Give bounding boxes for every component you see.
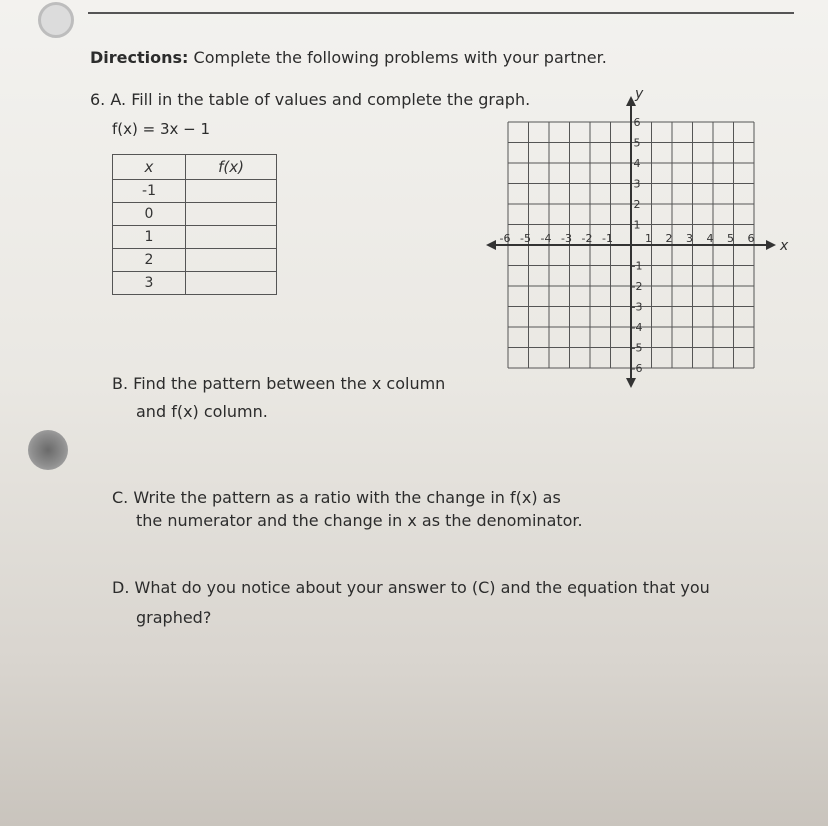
x-tick-label: -3 xyxy=(561,232,572,245)
x-tick-label: -4 xyxy=(540,232,552,245)
y-tick-label: -5 xyxy=(631,341,643,355)
table-header-fx: f(x) xyxy=(186,155,277,180)
question-c-line2: the numerator and the change in x as the denominator. xyxy=(136,511,583,530)
function-equation: f(x) = 3x − 1 xyxy=(112,120,211,138)
y-tick-label: -2 xyxy=(631,280,643,293)
y-axis-label: y xyxy=(635,88,644,102)
binder-hole-middle xyxy=(28,430,68,470)
x-axis-label: x xyxy=(780,238,789,254)
top-rule-line xyxy=(88,12,794,14)
table-of-values xyxy=(112,154,277,295)
x-tick-label: -1 xyxy=(602,232,613,245)
y-tick-label: 1 xyxy=(633,218,641,232)
x-tick-label: 5 xyxy=(727,232,734,245)
x-axis-arrow-right xyxy=(766,240,776,250)
table-cell-fx-blank[interactable] xyxy=(186,226,277,249)
question-d-line2: graphed? xyxy=(136,608,212,627)
x-tick-label: 2 xyxy=(665,232,673,245)
table-row xyxy=(113,226,277,249)
table-cell-x: 0 xyxy=(113,203,186,226)
table-cell-x: -1 xyxy=(113,180,186,203)
x-tick-label: -5 xyxy=(520,232,531,245)
y-tick-label: -3 xyxy=(631,300,643,314)
x-tick-label: 4 xyxy=(706,232,714,245)
question-b-line2: and f(x) column. xyxy=(136,402,268,421)
question-6a: 6. A. Fill in the table of values and complete the graph. xyxy=(90,90,531,109)
x-tick-label: -2 xyxy=(581,232,593,245)
directions xyxy=(90,48,607,67)
question-c-line1: C. Write the pattern as a ratio with the change in f(x) as xyxy=(112,488,561,507)
y-tick-label: 3 xyxy=(633,177,641,191)
question-d-line1: D. What do you notice about your answer to (C) and the equation that you xyxy=(112,578,710,597)
coordinate-grid[interactable] xyxy=(480,88,800,398)
directions-label: Directions: xyxy=(90,48,189,67)
y-tick-label: 4 xyxy=(633,157,641,170)
question-b-line1: B. Find the pattern between the x column xyxy=(112,374,446,393)
binder-hole-top xyxy=(38,2,74,38)
y-tick-label: 2 xyxy=(633,198,641,211)
y-tick-label: 5 xyxy=(633,136,641,150)
x-tick-label: 6 xyxy=(747,232,755,245)
table-header-row xyxy=(113,155,277,180)
x-axis-arrow-left xyxy=(486,240,496,250)
table-row xyxy=(113,203,277,226)
table-cell-fx-blank[interactable] xyxy=(186,249,277,272)
x-tick-label: 1 xyxy=(645,232,652,245)
x-tick-label: 3 xyxy=(686,232,693,245)
directions-text: Complete the following problems with your partner. xyxy=(188,48,607,67)
y-axis-arrow-down xyxy=(626,378,636,388)
table-cell-fx-blank[interactable] xyxy=(186,272,277,295)
y-tick-label: -1 xyxy=(631,259,643,273)
table-cell-x: 3 xyxy=(113,272,186,295)
table-cell-fx-blank[interactable] xyxy=(186,203,277,226)
y-tick-label: -4 xyxy=(631,321,643,334)
y-tick-label: 6 xyxy=(633,116,641,129)
table-cell-fx-blank[interactable] xyxy=(186,180,277,203)
tick-labels xyxy=(500,88,789,375)
table-row xyxy=(113,249,277,272)
table-header-x: x xyxy=(113,155,186,180)
table-row xyxy=(113,180,277,203)
table-cell-x: 2 xyxy=(113,249,186,272)
x-tick-label: -6 xyxy=(499,232,511,245)
table-row xyxy=(113,272,277,295)
table-cell-x: 1 xyxy=(113,226,186,249)
y-tick-label: -6 xyxy=(631,362,643,375)
